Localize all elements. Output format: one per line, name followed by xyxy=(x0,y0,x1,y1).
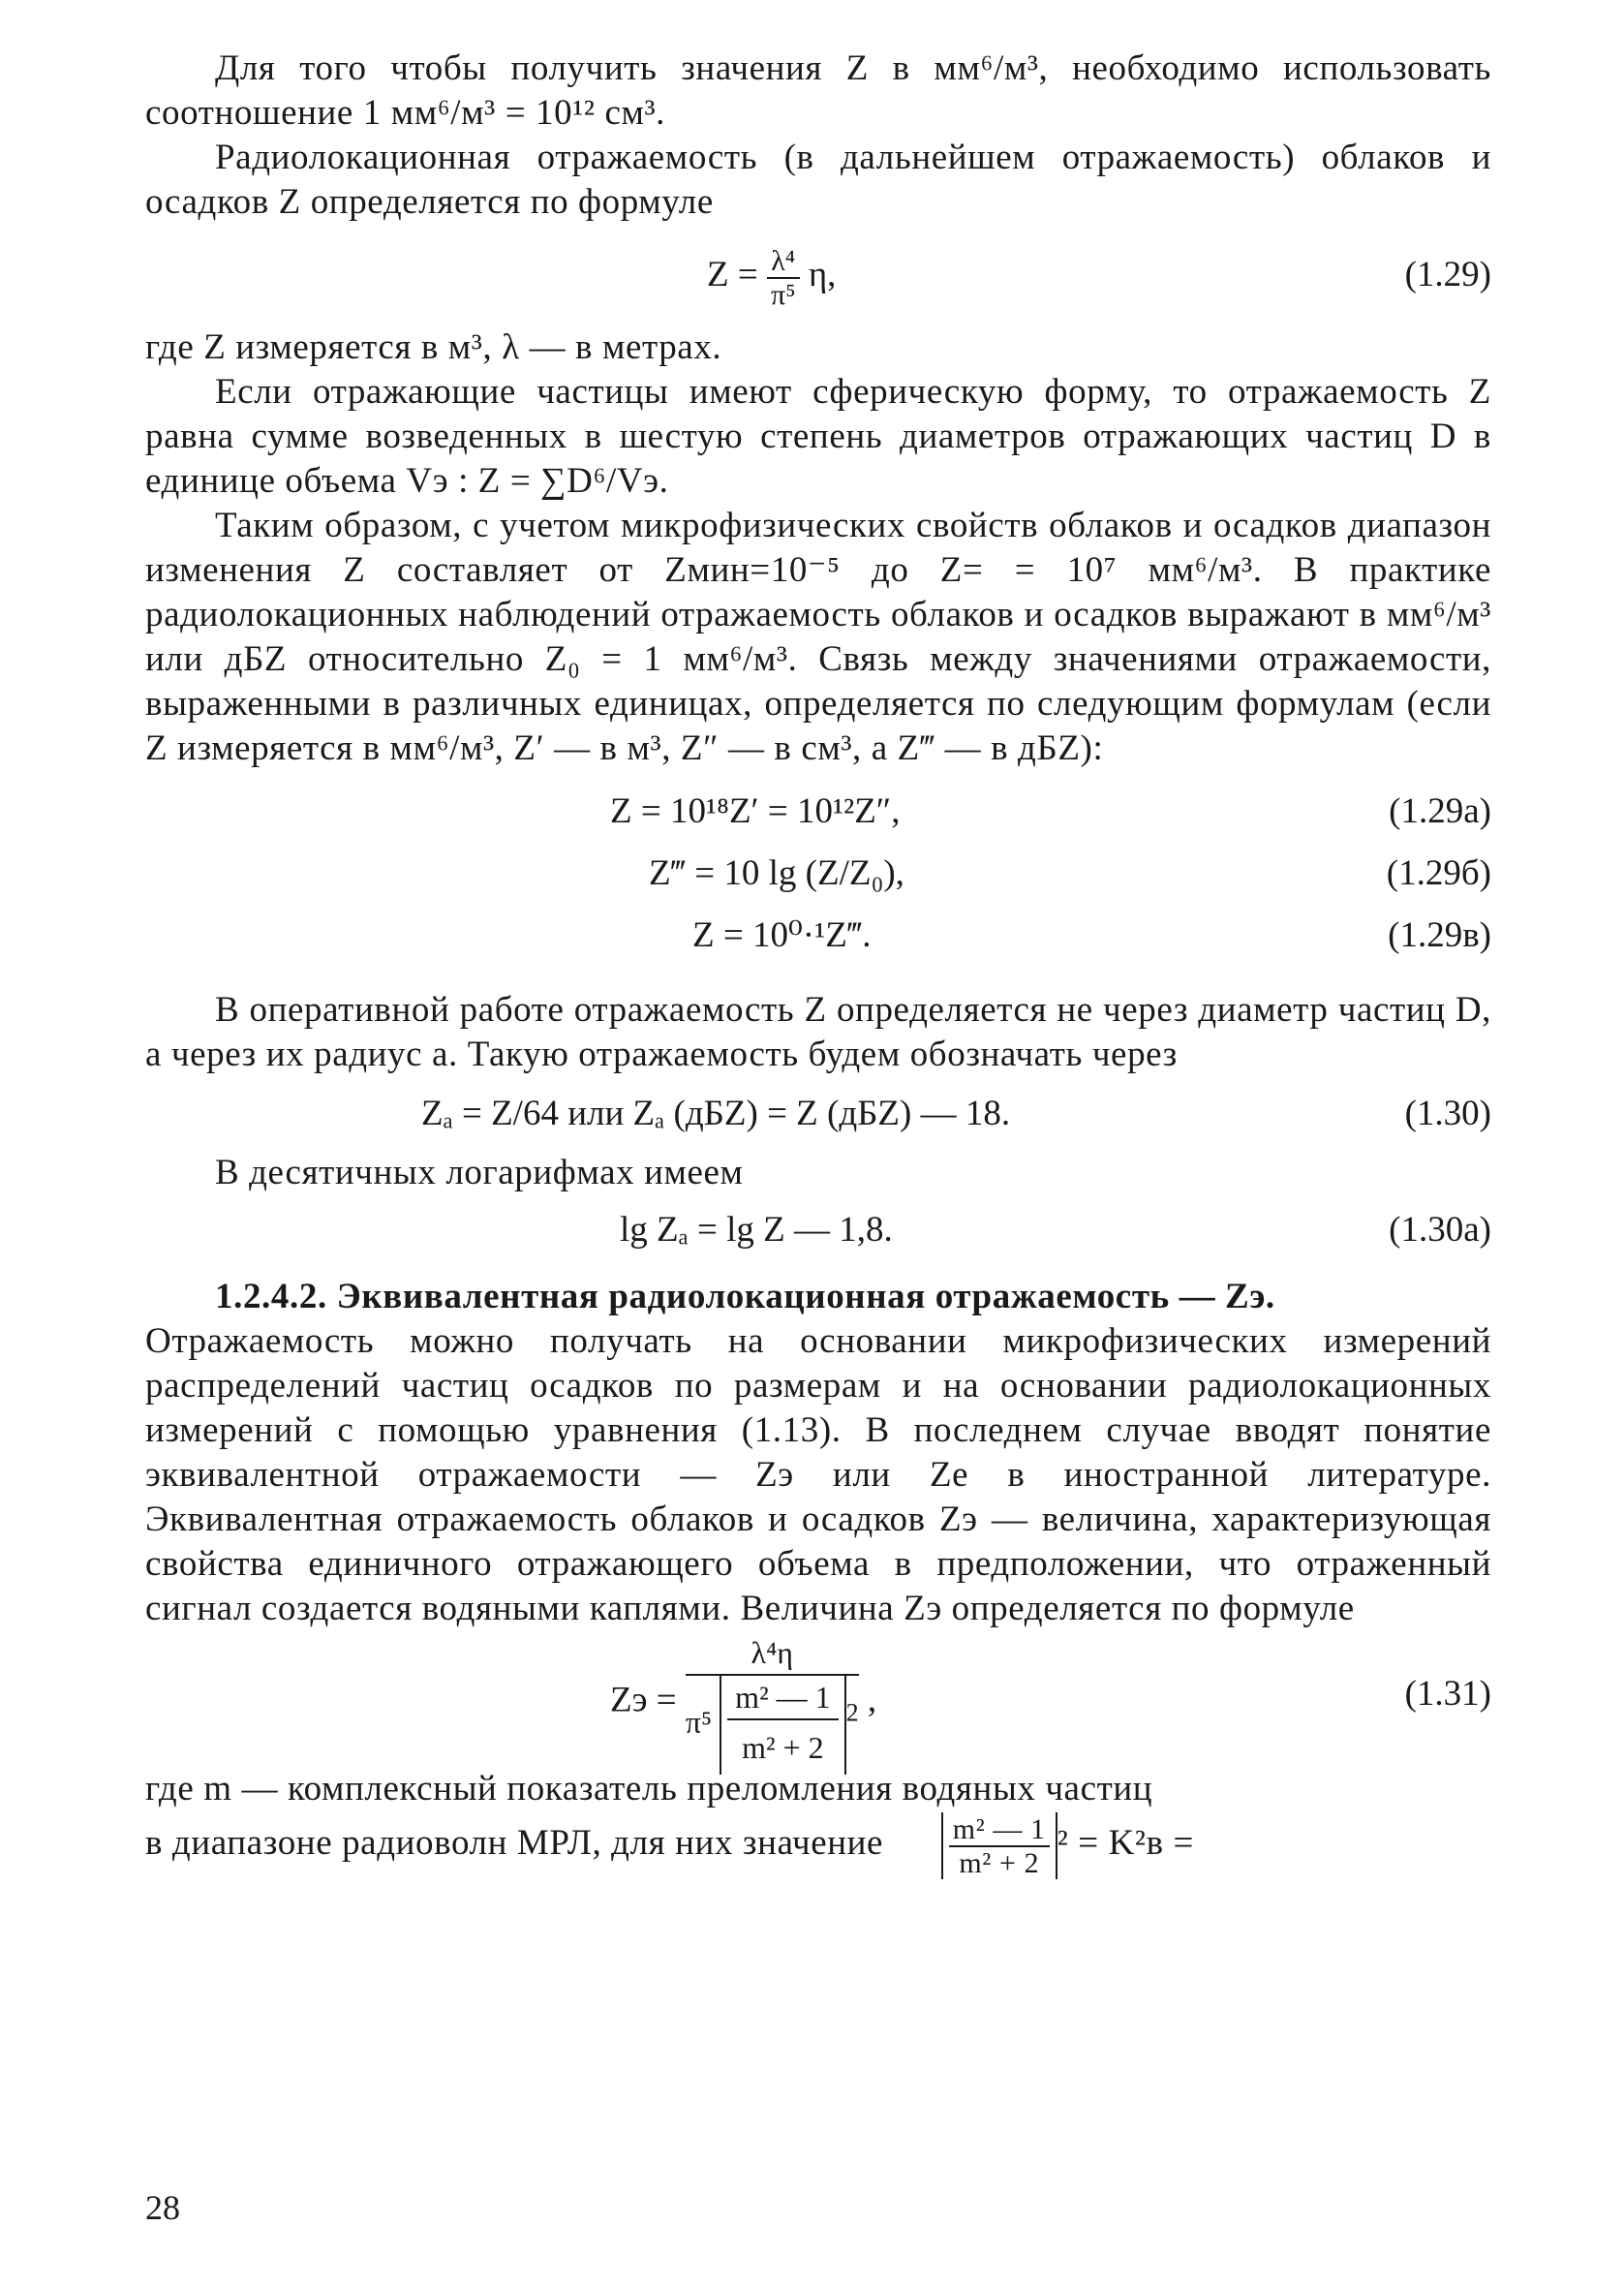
paragraph-4: Если отражающие частицы имеют сферическую форму, то отражаемость Z равна сумме возведенных в шестую степень диаметров отражающих частиц D в единице объема Vэ : Z = ∑D⁶/Vэ. xyxy=(145,372,1491,501)
paragraph-5: Таким образом, с учетом микрофизических свойств облаков и осадков диапазон изменения Z составляет от Zмин=10⁻⁵ до Z= = 10⁷ мм⁶/м³. В практике радиолокационных наблюдений отражаемость облаков и осадков выражают в мм⁶/м³ или дБZ относительно Z₀ = 1 мм⁶/м³. Связь между значениями отражаемости, выраженными в различных единицах, определяется по следующим формулам (если Z измеряется в мм⁶/м³, Z′ — в м³, Z″ — в см³, а Z‴ — в дБZ): xyxy=(145,506,1491,768)
formula-1-29 xyxy=(145,234,1491,316)
fraction xyxy=(767,245,800,311)
fraction-denominator: π⁵ xyxy=(770,278,796,311)
fraction-numerator: λ⁴ xyxy=(767,245,800,279)
formula-expression: Z = 10¹⁸Z′ = 10¹²Z″, xyxy=(610,791,901,831)
fraction xyxy=(686,1631,859,1775)
formula-rhs: η, xyxy=(808,255,837,294)
paragraph-8: Отражаемость можно получать на основании микрофизических измерений распределений частиц осадков по размерам и на основании радиолокационных измерений с помощью уравнения (1.13). В последнем случае вводят понятие эквивалентной отражаемости — Zэ или Ze в иностранной литературе. Эквивалентная отражаемость облаков и осадков Zэ — величина, характеризующая свойства единичного отражающего объема в предположении, что отраженный сигнал создается водяными каплями. Величина Zэ определяется по формуле xyxy=(145,1321,1491,1628)
formula-lhs: Z = xyxy=(707,255,758,294)
formula-expression: Zₐ = Z/64 или Zₐ (дБZ) = Z (дБZ) — 18. xyxy=(421,1094,1011,1133)
fraction-numerator: m² — 1 xyxy=(949,1813,1050,1847)
page-body xyxy=(145,46,1491,1880)
absolute-value xyxy=(941,1812,1057,1880)
formula-1-30a xyxy=(145,1195,1491,1265)
paragraph-9-line-1: где m — комплексный показатель преломления водяных частиц xyxy=(145,1769,1153,1809)
inner-fraction xyxy=(727,1676,838,1775)
paragraph-7: В десятичных логарифмах имеем xyxy=(215,1153,744,1192)
pi-power: π⁵ xyxy=(685,1704,713,1740)
formula-1-31: Zэ = λ⁴η π⁵ $\frac{\text{m² — 1}}{\text{m² + 2}}$ $^2$ , (1.31) xyxy=(145,1631,1491,1757)
paragraph-3: где Z измеряется в м³, λ — в метрах. xyxy=(145,327,722,367)
equation-number: (1.31) xyxy=(1404,1674,1491,1714)
formula-1-29v xyxy=(145,905,1491,967)
formula-rhs: ² = K²в = xyxy=(1057,1823,1194,1863)
fraction xyxy=(949,1813,1050,1879)
formula-expression: Z‴ = 10 lg (Z/Z₀), xyxy=(649,853,904,893)
formula-1-30 xyxy=(145,1077,1491,1151)
equation-number: (1.29б) xyxy=(1386,853,1491,893)
equation-number: (1.29а) xyxy=(1389,791,1491,831)
formula-1-29a xyxy=(145,781,1491,843)
absolute-value xyxy=(720,1676,845,1775)
paragraph-9-text: в диапазоне радиоволн МРЛ, для них значение xyxy=(145,1823,884,1863)
equation-number: (1.30а) xyxy=(1389,1210,1491,1250)
equation-number: (1.30) xyxy=(1404,1094,1491,1133)
formula-expression: lg Zₐ = lg Z — 1,8. xyxy=(620,1210,893,1250)
formula-1-29b xyxy=(145,843,1491,905)
paragraph-2: Радиолокационная отражаемость (в дальнейшем отражаемость) облаков и осадков Z определяется по формуле xyxy=(145,138,1491,222)
paragraph-1: Для того чтобы получить значения Z в мм⁶/м³, необходимо использовать соотношение 1 мм⁶/м³ = 10¹² см³. xyxy=(145,48,1491,133)
paragraph-6: В оперативной работе отражаемость Z определяется не через диаметр частиц D, а через их радиус a. Такую отражаемость будем обозначать через xyxy=(145,990,1491,1074)
inner-denominator: m² + 2 xyxy=(742,1730,824,1765)
fraction-denominator xyxy=(686,1676,859,1775)
equation-number: (1.29в) xyxy=(1388,915,1491,955)
inner-numerator: m² — 1 xyxy=(727,1676,838,1720)
formula-expression: Z = 10⁰·¹Z‴. xyxy=(692,915,872,955)
section-heading: 1.2.4.2. Эквивалентная радиолокационная отражаемость — Zэ. xyxy=(215,1277,1275,1316)
exponent: 2 xyxy=(845,1698,859,1727)
paragraph-9-line-2 xyxy=(145,1811,1491,1880)
fraction-numerator: λ⁴η xyxy=(686,1631,859,1676)
fraction-denominator: m² + 2 xyxy=(959,1847,1040,1880)
page-number: 28 xyxy=(145,2188,180,2227)
formula-lhs: Zэ = xyxy=(610,1680,677,1720)
equation-number: (1.29) xyxy=(1404,255,1491,294)
